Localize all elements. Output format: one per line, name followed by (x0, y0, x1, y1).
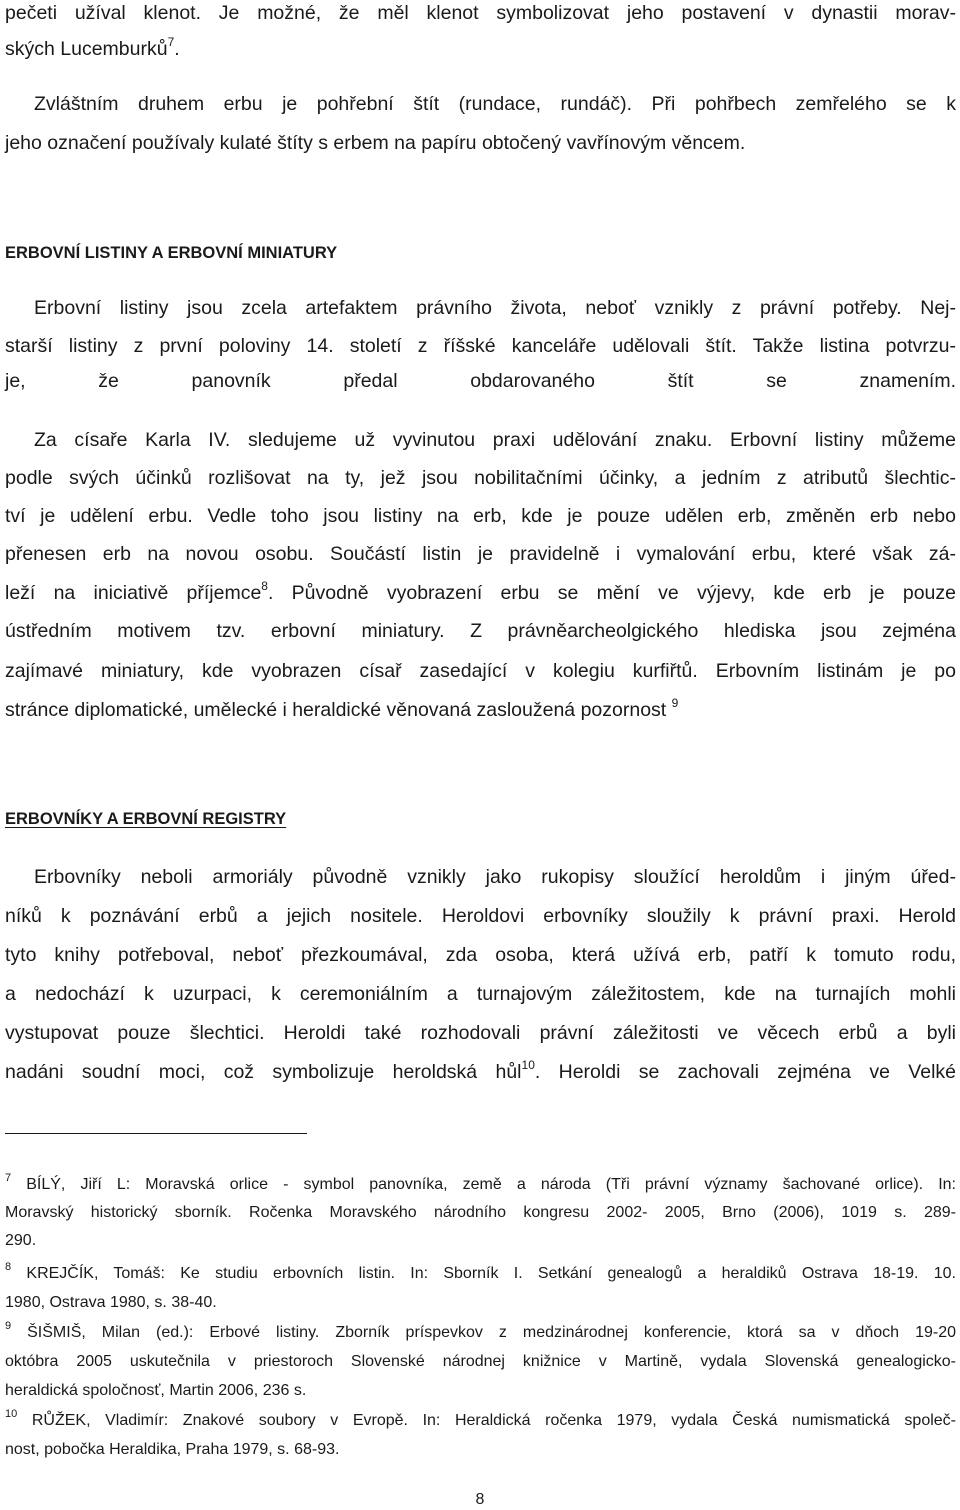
footnote-text-line: októbra 2005 uskutečnila v priestoroch Slovenské národnej knižnice v Martině, vydala Slovenská genealogicko- (5, 1353, 956, 1370)
footnote-separator (5, 1133, 307, 1134)
footnote-ref-7[interactable]: 7 (167, 34, 175, 49)
footnote-text-line: Moravský historický sborník. Ročenka Moravského národního kongresu 2002- 2005, Brno (2006), 1019 s. 289- (5, 1204, 956, 1221)
body-text-line: Erbovní listiny jsou zcela artefaktem právního života, neboť vznikly z právní potřeby. Nej- (34, 297, 956, 319)
footnote-ref-10[interactable]: 10 (521, 1057, 535, 1072)
body-text-line: Zvláštním druhem erbu je pohřební štít (rundace, rundáč). Při pohřbech zemřelého se k (34, 93, 956, 115)
body-text-line: pečeti užíval klenot. Je možné, že měl klenot symbolizovat jeho postavení v dynastii morav- (5, 2, 956, 24)
footnote-text-line: nost, pobočka Heraldika, Praha 1979, s. 68-93. (5, 1441, 340, 1458)
body-text-line: zajímavé miniatury, kde vyobrazen císař zasedající v kolegiu kurfiřtů. Erbovním listinám je po (5, 660, 956, 682)
body-text-line: leží na iniciativě příjemce$^8$. Původně vyobrazení erbu se mění ve výjevy, kde erb je pouze (5, 578, 956, 604)
footnote-ref-9[interactable]: 9 (671, 695, 679, 710)
footnote-7: $^7$ BÍLÝ, Jiří L: Moravská orlice - symbol panovníka, země a národa (Tři právní významy šachované orlice). In: (5, 1171, 956, 1193)
page-number: 8 (475, 1491, 485, 1508)
body-text-line: starší listiny z první poloviny 14. století z říšské kanceláře udělovali štít. Takže listina potvrzu- (5, 335, 956, 357)
body-text-line: ských Lucemburků$^7$. (5, 34, 180, 60)
footnote-text-line: 290. (5, 1232, 37, 1249)
body-text-line: jeho označení používaly kulaté štíty s erbem na papíru obtočený vavřínovým věncem. (5, 132, 746, 154)
body-text-line: a nedochází k uzurpaci, k ceremoniálním a turnajovým záležitostem, kde na turnajích mohli (5, 983, 956, 1005)
footnote-ref-8[interactable]: 8 (261, 578, 268, 593)
body-text-line: nadáni soudní moci, což symbolizuje heroldská hůl$^{10}$. Heroldi se zachovali zejména ve Velké (5, 1057, 956, 1083)
body-text-line: podle svých účinků rozlišovat na ty, jež jsou nobilitačními účinky, a jedním z atributů šlechtic- (5, 467, 956, 489)
section-heading-erbovni-listiny: ERBOVNÍ LISTINY A ERBOVNÍ MINIATURY (5, 244, 338, 262)
body-text-line: přenesen erb na novou osobu. Součástí listin je pravidelně i vymalování erbu, které však zá- (5, 543, 956, 565)
section-heading-erbovniky: ERBOVNÍKY A ERBOVNÍ REGISTRY (5, 810, 287, 828)
body-text-line: je, že panovník předal obdarovaného štít se znamením. (5, 370, 956, 392)
body-text-line: Erbovníky neboli armoriály původně vznikly jako rukopisy sloužící heroldům i jiným úřed- (34, 866, 956, 888)
body-text-line: tví je udělení erbu. Vedle toho jsou listiny na erb, kde je pouze udělen erb, změněn erb nebo (5, 505, 956, 527)
footnote-10: $^{10}$ RŮŽEK, Vladimír: Znakové soubory v Evropě. In: Heraldická ročenka 1979, vydala Česká numismatická společ- (5, 1407, 956, 1429)
body-text-line: vystupovat pouze šlechtici. Heroldi také rozhodovali právní záležitosti ve věcech erbů a byli (5, 1022, 956, 1044)
body-text-line: ústředním motivem tzv. erbovní miniatury. Z právněarcheolgického hlediska jsou zejména (5, 620, 956, 642)
body-text-line: stránce diplomatické, umělecké i heraldické věnovaná zasloužená pozornost $^9$ (5, 695, 679, 721)
footnote-8: $^8$ KREJČÍK, Tomáš: Ke studiu erbovních listin. In: Sborník I. Setkání genealogů a heraldiků Ostrava 18-19. 10. (5, 1260, 957, 1282)
body-text-line: níků k poznávání erbů a jejich nositele. Heroldovi erbovníky sloužily k právní praxi. Herold (5, 905, 956, 927)
body-text-line: Za císaře Karla IV. sledujeme už vyvinutou praxi udělování znaku. Erbovní listiny můžeme (34, 429, 956, 451)
footnote-text-line: heraldická spoločnosť, Martin 2006, 236 s. (5, 1382, 307, 1399)
footnote-text-line: 1980, Ostrava 1980, s. 38-40. (5, 1294, 217, 1311)
footnote-9: $^9$ ŠIŠMIŠ, Milan (ed.): Erbové listiny. Zborník príspevkov z medzinárodnej konferencie, ktorá sa v dňoch 19-20 (5, 1319, 956, 1341)
body-text-line: tyto knihy potřeboval, neboť přezkoumával, zda osoba, která užívá erb, patří k tomuto rodu, (5, 944, 956, 966)
